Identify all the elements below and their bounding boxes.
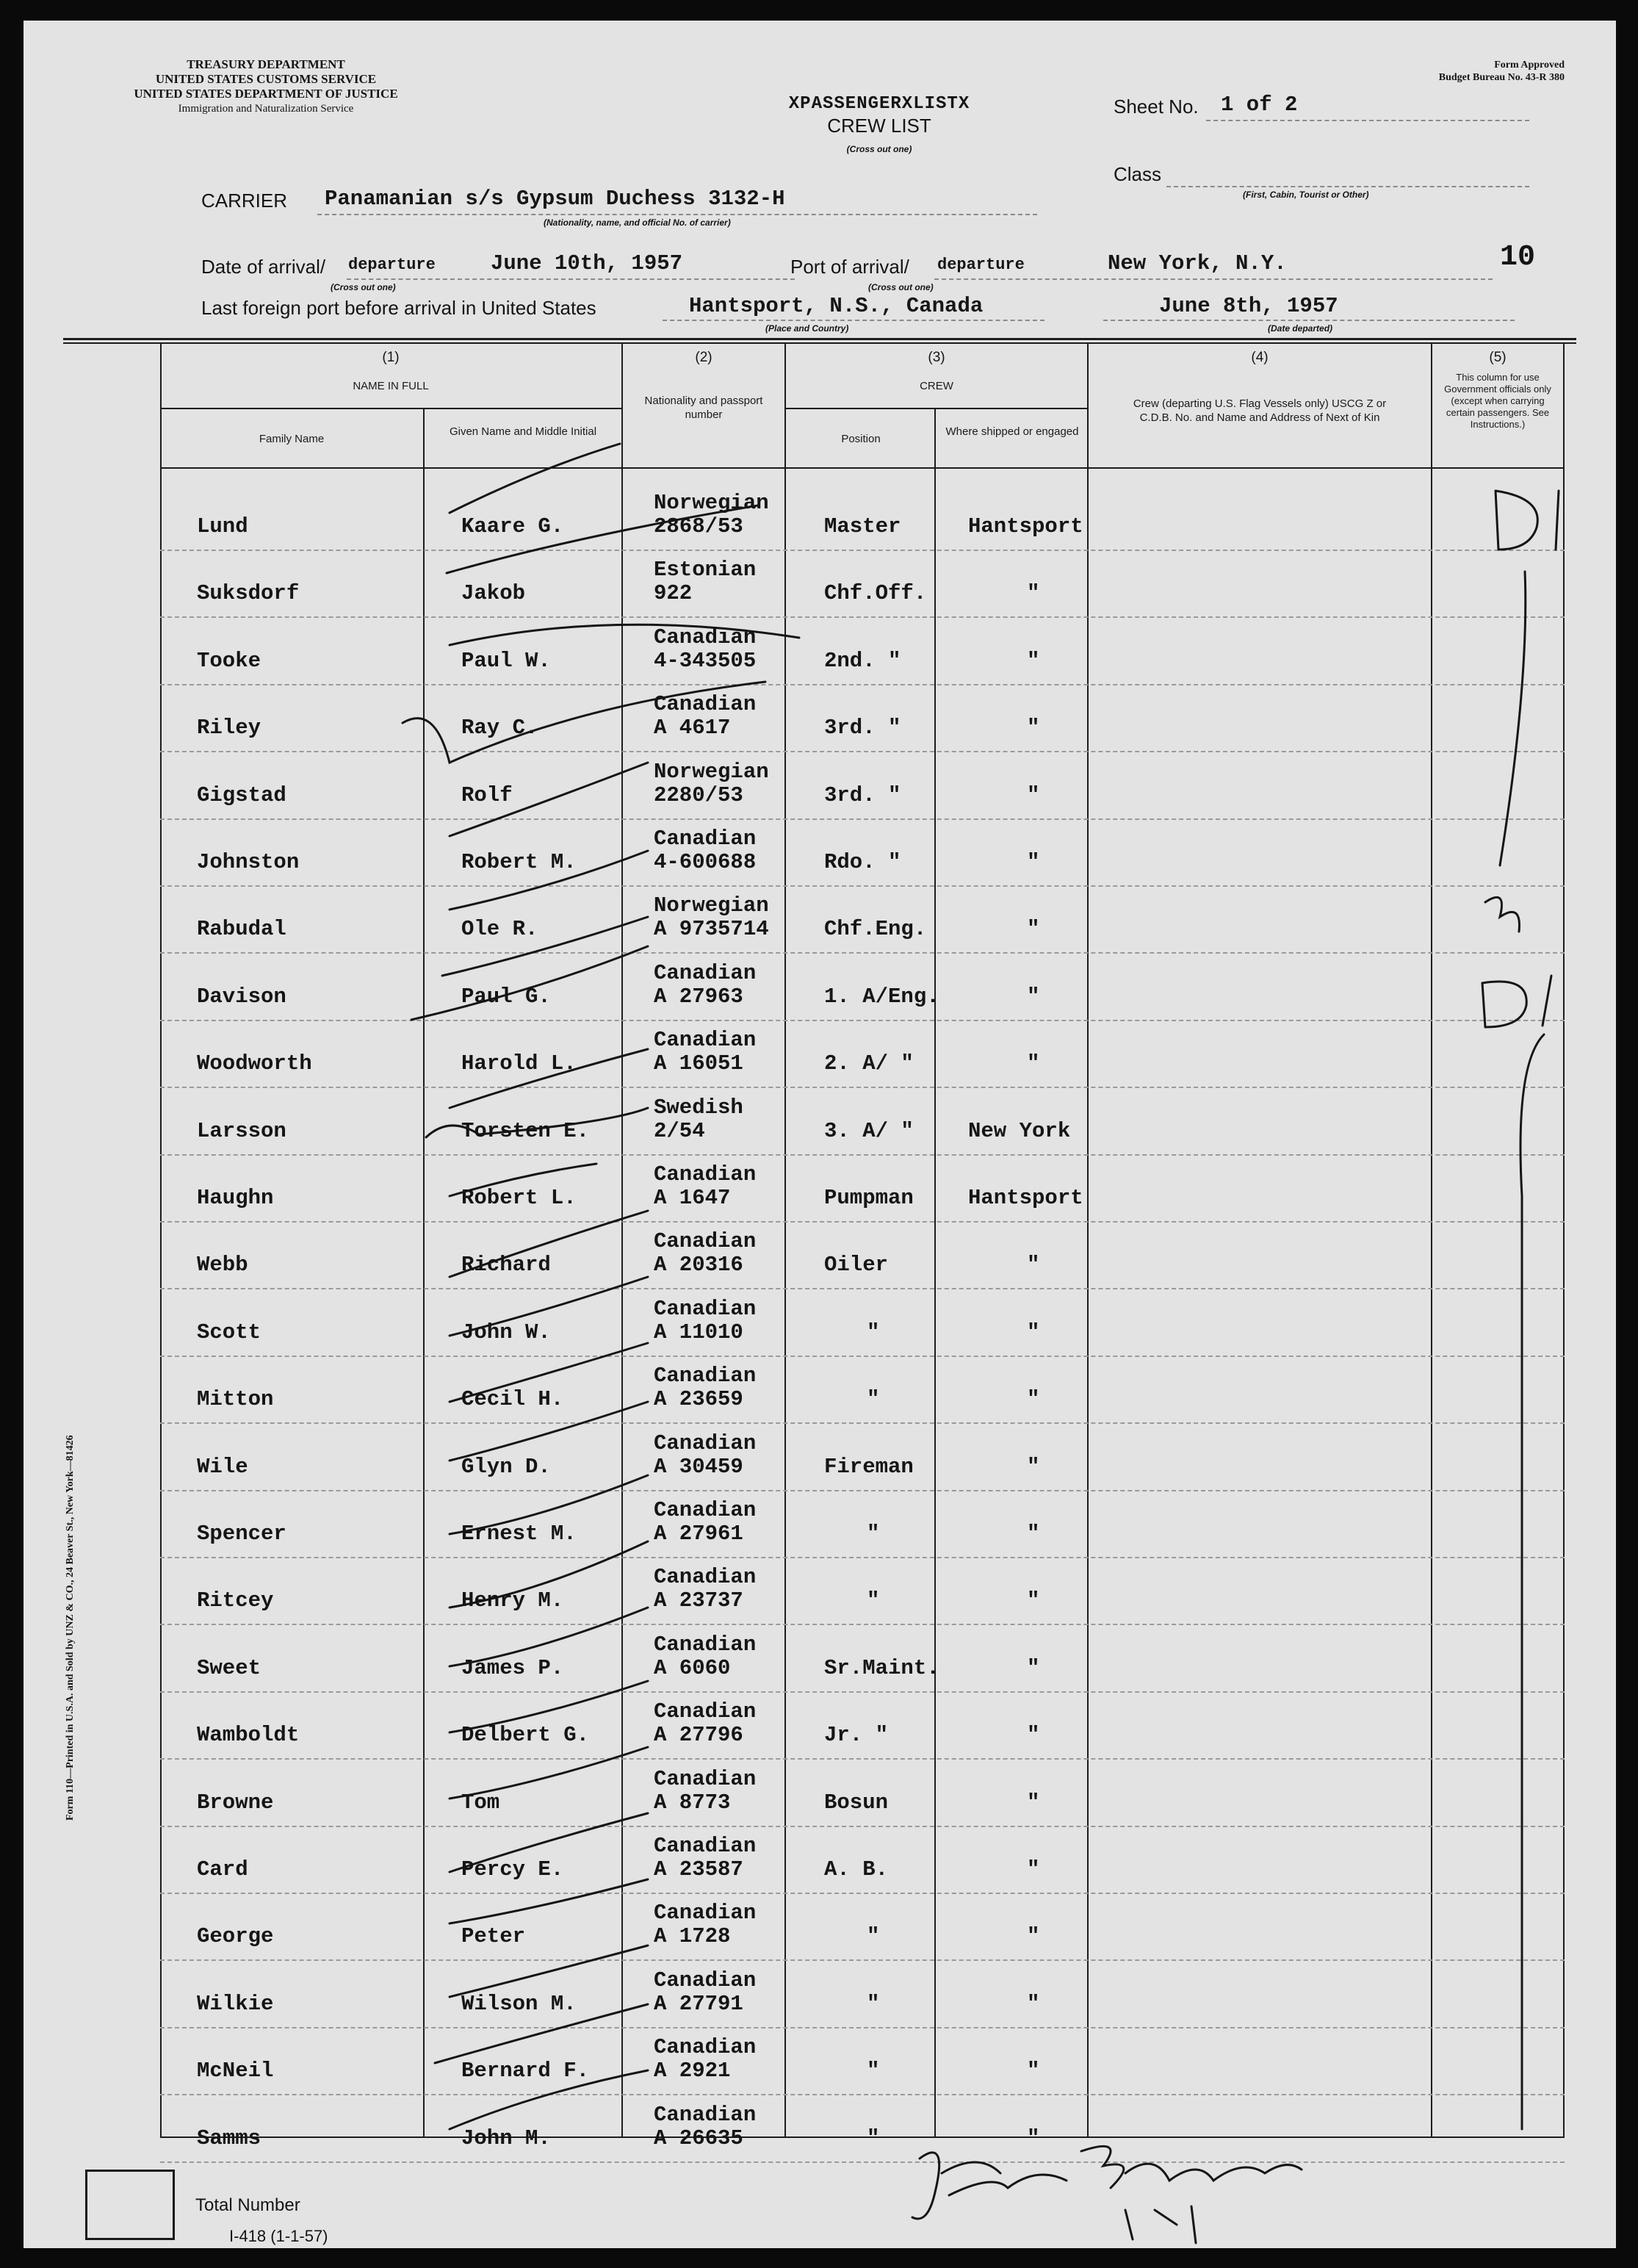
nationality-cell: Canadian: [654, 1766, 757, 1791]
family-name-cell: George: [197, 1924, 274, 1949]
position-cell: 3. A/ ": [824, 1118, 914, 1143]
where-engaged-cell: Hantsport: [968, 514, 1083, 539]
nationality-cell: Canadian: [654, 827, 757, 851]
given-name-cell: Tom: [461, 1790, 500, 1815]
where-engaged-cell: ": [1027, 782, 1040, 807]
position-cell: 3rd. ": [824, 782, 901, 807]
where-engaged-cell: New York: [968, 1118, 1071, 1143]
given-name-cell: Delbert G.: [461, 1723, 590, 1748]
family-name-cell: Browne: [197, 1790, 274, 1815]
passport-cell: A 30459: [654, 1454, 743, 1479]
col4-title: Crew (departing U.S. Flag Vessels only) USCG Z or C.D.B. No. and Name and Address of Next of Kin: [1133, 397, 1387, 424]
family-name-header: Family Name: [259, 433, 325, 445]
arrival-value: June 10th, 1957: [491, 251, 683, 276]
carrier-label: CARRIER: [201, 190, 288, 212]
where-engaged-cell: ": [1027, 1723, 1040, 1748]
agency-line: Immigration and Naturalization Service: [178, 103, 354, 115]
family-name-cell: Tooke: [197, 648, 261, 673]
nationality-cell: Norwegian: [654, 491, 769, 515]
given-name-cell: Peter: [461, 1924, 526, 1949]
position-cell: ": [867, 1924, 880, 1949]
sheet-value: 1 of 2: [1221, 93, 1298, 117]
carrier-note: (Nationality, name, and official No. of carrier): [544, 217, 731, 228]
where-engaged-header: Where shipped or engaged: [945, 425, 1079, 438]
nationality-cell: Estonian: [654, 558, 757, 583]
passport-cell: A 11010: [654, 1320, 743, 1344]
check-mark: [450, 624, 799, 645]
margin-vertical-line: [1520, 1034, 1544, 2129]
check-mark: [450, 1747, 648, 1799]
where-engaged-cell: ": [1027, 1991, 1040, 2016]
col5-title: This column for use Government officials only (except when carrying certain passengers. See Instructions.): [1444, 372, 1551, 430]
check-mark: [450, 1681, 648, 1732]
check-mark: [450, 2070, 648, 2129]
passport-cell: 2280/53: [654, 782, 743, 807]
date-departed-value: June 8th, 1957: [1159, 294, 1338, 318]
struck-title: XPASSENGERXLISTX: [788, 94, 970, 114]
where-engaged-cell: ": [1027, 1387, 1040, 1412]
port-struck: departure: [937, 256, 1025, 274]
given-name-cell: Wilson M.: [461, 1991, 577, 2016]
check-mark: [450, 1879, 648, 1923]
family-name-cell: Ritcey: [197, 1588, 274, 1613]
given-name-cell: Harold L.: [461, 1051, 577, 1076]
check-mark: [450, 1813, 648, 1872]
check-mark: [450, 1277, 648, 1336]
check-mark: [450, 851, 648, 910]
position-cell: Fireman: [824, 1454, 914, 1479]
date-departed-note: (Date departed): [1268, 323, 1333, 334]
check-mark: [450, 1541, 648, 1608]
check-mark: [450, 1402, 648, 1461]
passport-cell: 4-343505: [654, 648, 757, 673]
family-name-cell: Sweet: [197, 1655, 261, 1680]
family-name-cell: Wamboldt: [197, 1723, 300, 1748]
nationality-cell: Norwegian: [654, 759, 769, 784]
family-name-cell: Davison: [197, 984, 286, 1009]
where-engaged-cell: Hantsport: [968, 1186, 1083, 1210]
family-name-cell: Gigstad: [197, 782, 286, 807]
passport-cell: A 23587: [654, 1857, 743, 1882]
where-engaged-cell: ": [1027, 1655, 1040, 1680]
handwritten-annotations: [24, 21, 1616, 2248]
passport-cell: A 9735714: [654, 917, 769, 942]
check-mark: [442, 917, 648, 976]
position-cell: Chf.Off.: [824, 581, 927, 606]
where-engaged-cell: ": [1027, 917, 1040, 942]
col3-number: (3): [928, 350, 945, 365]
family-name-cell: Riley: [197, 716, 261, 741]
margin-vertical-line: [1500, 572, 1526, 865]
position-cell: 3rd. ": [824, 716, 901, 741]
passport-cell: 922: [654, 581, 693, 606]
page-number: 10: [1500, 241, 1536, 274]
where-engaged-cell: ": [1027, 648, 1040, 673]
place-note: (Place and Country): [765, 323, 849, 334]
passport-cell: A 23737: [654, 1588, 743, 1613]
given-name-cell: Robert M.: [461, 850, 577, 874]
where-engaged-cell: ": [1027, 2125, 1040, 2150]
passport-cell: 2868/53: [654, 514, 743, 539]
margin-note-d: [1496, 491, 1559, 550]
where-engaged-cell: ": [1027, 1253, 1040, 1278]
given-name-cell: Henry M.: [461, 1588, 564, 1613]
where-engaged-cell: ": [1027, 2059, 1040, 2084]
port-note: (Cross out one): [868, 282, 934, 292]
check-mark: [426, 1108, 648, 1137]
family-name-cell: Lund: [197, 514, 248, 539]
check-mark: [450, 1608, 648, 1666]
passport-cell: A 8773: [654, 1790, 731, 1815]
where-engaged-cell: ": [1027, 984, 1040, 1009]
class-note: (First, Cabin, Tourist or Other): [1243, 190, 1369, 200]
passport-cell: A 27796: [654, 1723, 743, 1748]
family-name-cell: Woodworth: [197, 1051, 312, 1076]
position-cell: A. B.: [824, 1857, 889, 1882]
signature-initials: [1125, 2206, 1196, 2243]
arrival-label: Date of arrival/: [201, 256, 326, 278]
family-name-cell: Wilkie: [197, 1991, 274, 2016]
check-mark: [450, 1343, 648, 1402]
check-mark: [435, 2004, 648, 2063]
given-name-cell: Percy E.: [461, 1857, 564, 1882]
form-number: I-418 (1-1-57): [229, 2227, 328, 2245]
where-engaged-cell: ": [1027, 1454, 1040, 1479]
form-approved-text: Form Approved: [1494, 60, 1565, 71]
carrier-value: Panamanian s/s Gypsum Duchess 3132-H: [325, 187, 785, 211]
family-name-cell: Larsson: [197, 1118, 286, 1143]
nationality-cell: Canadian: [654, 1834, 757, 1858]
passport-cell: A 1647: [654, 1186, 731, 1210]
given-name-cell: John W.: [461, 1320, 551, 1344]
given-name-cell: Rolf: [461, 782, 513, 807]
passport-cell: A 16051: [654, 1051, 743, 1076]
family-name-cell: Rabudal: [197, 917, 286, 942]
given-name-cell: Cecil H.: [461, 1387, 564, 1412]
position-cell: Pumpman: [824, 1186, 914, 1210]
passport-cell: 4-600688: [654, 850, 757, 874]
family-name-cell: Card: [197, 1857, 248, 1882]
nationality-cell: Canadian: [654, 2035, 757, 2060]
given-name-cell: Ray C.: [461, 716, 538, 741]
where-engaged-cell: ": [1027, 1320, 1040, 1344]
check-mark: [450, 763, 648, 836]
family-name-cell: Webb: [197, 1253, 248, 1278]
nationality-cell: Swedish: [654, 1095, 743, 1120]
position-cell: Jr. ": [824, 1723, 889, 1748]
position-cell: ": [867, 1387, 880, 1412]
given-name-cell: Bernard F.: [461, 2059, 590, 2084]
passport-cell: 2/54: [654, 1118, 705, 1143]
family-name-cell: McNeil: [197, 2059, 274, 2084]
position-cell: ": [867, 2059, 880, 2084]
col2-number: (2): [695, 350, 712, 365]
arrival-struck: departure: [348, 256, 436, 274]
passport-cell: A 23659: [654, 1387, 743, 1412]
nationality-cell: Canadian: [654, 2102, 757, 2127]
printer-imprint: Form 110—Printed in U.S.A. and Sold by UNZ & CO., 24 Beaver St., New York—81426: [65, 1435, 76, 1821]
position-cell: Bosun: [824, 1790, 889, 1815]
agency-line: UNITED STATES DEPARTMENT OF JUSTICE: [134, 87, 398, 101]
given-name-cell: Paul W.: [461, 648, 551, 673]
family-name-cell: Scott: [197, 1320, 261, 1344]
given-name-cell: Glyn D.: [461, 1454, 551, 1479]
nationality-cell: Canadian: [654, 1699, 757, 1724]
check-mark: [450, 1475, 648, 1534]
check-mark: [450, 1211, 648, 1277]
family-name-cell: Suksdorf: [197, 581, 300, 606]
where-engaged-cell: ": [1027, 1924, 1040, 1949]
given-name-cell: Richard: [461, 1253, 551, 1278]
nationality-cell: Canadian: [654, 1565, 757, 1590]
sheet-label: Sheet No.: [1114, 96, 1199, 118]
check-mark: [450, 1164, 596, 1196]
signature: [912, 2146, 1302, 2219]
margin-note-n: [1485, 897, 1519, 932]
nationality-cell: Canadian: [654, 624, 757, 649]
col5-number: (5): [1489, 350, 1507, 365]
title-note: (Cross out one): [846, 144, 912, 154]
position-cell: Rdo. ": [824, 850, 901, 874]
foreign-port-value: Hantsport, N.S., Canada: [689, 294, 984, 318]
position-cell: ": [867, 1522, 880, 1546]
position-cell: 2nd. ": [824, 648, 901, 673]
nationality-cell: Canadian: [654, 1028, 757, 1053]
passport-cell: A 2921: [654, 2059, 731, 2084]
position-cell: ": [867, 1991, 880, 2016]
class-label: Class: [1114, 163, 1162, 185]
position-cell: ": [867, 2125, 880, 2150]
nationality-cell: Canadian: [654, 692, 757, 717]
passport-cell: A 27961: [654, 1522, 743, 1546]
check-mark: [403, 682, 765, 763]
position-cell: 2. A/ ": [824, 1051, 914, 1076]
family-name-cell: Samms: [197, 2125, 261, 2150]
margin-note-d: [1482, 976, 1551, 1027]
position-header: Position: [841, 433, 881, 445]
nationality-cell: Canadian: [654, 1162, 757, 1187]
passport-cell: A 6060: [654, 1655, 731, 1680]
form-title: CREW LIST: [827, 115, 931, 137]
given-name-cell: Ole R.: [461, 917, 538, 942]
passport-cell: A 27963: [654, 984, 743, 1009]
given-name-cell: Ernest M.: [461, 1522, 577, 1546]
given-name-cell: Torsten E.: [461, 1118, 590, 1143]
where-engaged-cell: ": [1027, 581, 1040, 606]
check-mark: [411, 946, 648, 1020]
nationality-cell: Canadian: [654, 1901, 757, 1926]
agency-line: TREASURY DEPARTMENT: [187, 57, 345, 71]
family-name-cell: Wile: [197, 1454, 248, 1479]
passport-cell: A 27791: [654, 1991, 743, 2016]
where-engaged-cell: ": [1027, 1588, 1040, 1613]
col4-number: (4): [1251, 350, 1269, 365]
family-name-cell: Johnston: [197, 850, 300, 874]
position-cell: Oiler: [824, 1253, 889, 1278]
given-name-cell: John M.: [461, 2125, 551, 2150]
col3-title: CREW: [920, 380, 953, 392]
given-name-cell: James P.: [461, 1655, 564, 1680]
agency-line: UNITED STATES CUSTOMS SERVICE: [155, 72, 377, 86]
col1-number: (1): [382, 350, 400, 365]
nationality-cell: Canadian: [654, 1296, 757, 1321]
nationality-cell: Canadian: [654, 1968, 757, 1992]
where-engaged-cell: ": [1027, 1051, 1040, 1076]
where-engaged-cell: ": [1027, 1522, 1040, 1546]
total-number-label: Total Number: [195, 2195, 300, 2215]
position-cell: Master: [824, 514, 901, 539]
position-cell: Chf.Eng.: [824, 917, 927, 942]
nationality-cell: Canadian: [654, 960, 757, 985]
family-name-cell: Haughn: [197, 1186, 274, 1210]
foreign-port-label: Last foreign port before arrival in United States: [201, 297, 596, 319]
passport-cell: A 26635: [654, 2125, 743, 2150]
port-label: Port of arrival/: [790, 256, 909, 278]
arrival-note: (Cross out one): [331, 282, 396, 292]
check-mark: [447, 505, 758, 573]
where-engaged-cell: ": [1027, 1857, 1040, 1882]
budget-bureau-text: Budget Bureau No. 43-R 380: [1438, 72, 1565, 83]
position-cell: 1. A/Eng.: [824, 984, 939, 1009]
nationality-cell: Canadian: [654, 1430, 757, 1455]
passport-cell: A 20316: [654, 1253, 743, 1278]
given-name-cell: Robert L.: [461, 1186, 577, 1210]
family-name-cell: Mitton: [197, 1387, 274, 1412]
where-engaged-cell: ": [1027, 850, 1040, 874]
position-cell: Sr.Maint.: [824, 1655, 939, 1680]
col2-title: Nationality and passport number: [644, 395, 763, 421]
port-value: New York, N.Y.: [1108, 251, 1287, 276]
check-mark: [450, 1049, 648, 1108]
where-engaged-cell: ": [1027, 1790, 1040, 1815]
given-name-header: Given Name and Middle Initial: [449, 425, 597, 438]
nationality-cell: Canadian: [654, 1632, 757, 1657]
check-mark: [450, 444, 620, 513]
check-mark: [450, 1945, 648, 1997]
position-cell: ": [867, 1588, 880, 1613]
nationality-cell: Canadian: [654, 1229, 757, 1254]
passport-cell: A 4617: [654, 716, 731, 741]
nationality-cell: Canadian: [654, 1498, 757, 1522]
family-name-cell: Spencer: [197, 1522, 286, 1546]
col1-title: NAME IN FULL: [353, 380, 429, 392]
passport-cell: A 1728: [654, 1924, 731, 1949]
where-engaged-cell: ": [1027, 716, 1040, 741]
given-name-cell: Paul G.: [461, 984, 551, 1009]
nationality-cell: Canadian: [654, 1364, 757, 1389]
given-name-cell: Jakob: [461, 581, 526, 606]
nationality-cell: Norwegian: [654, 893, 769, 918]
crew-list-page: [24, 21, 1616, 2248]
given-name-cell: Kaare G.: [461, 514, 564, 539]
position-cell: ": [867, 1320, 880, 1344]
